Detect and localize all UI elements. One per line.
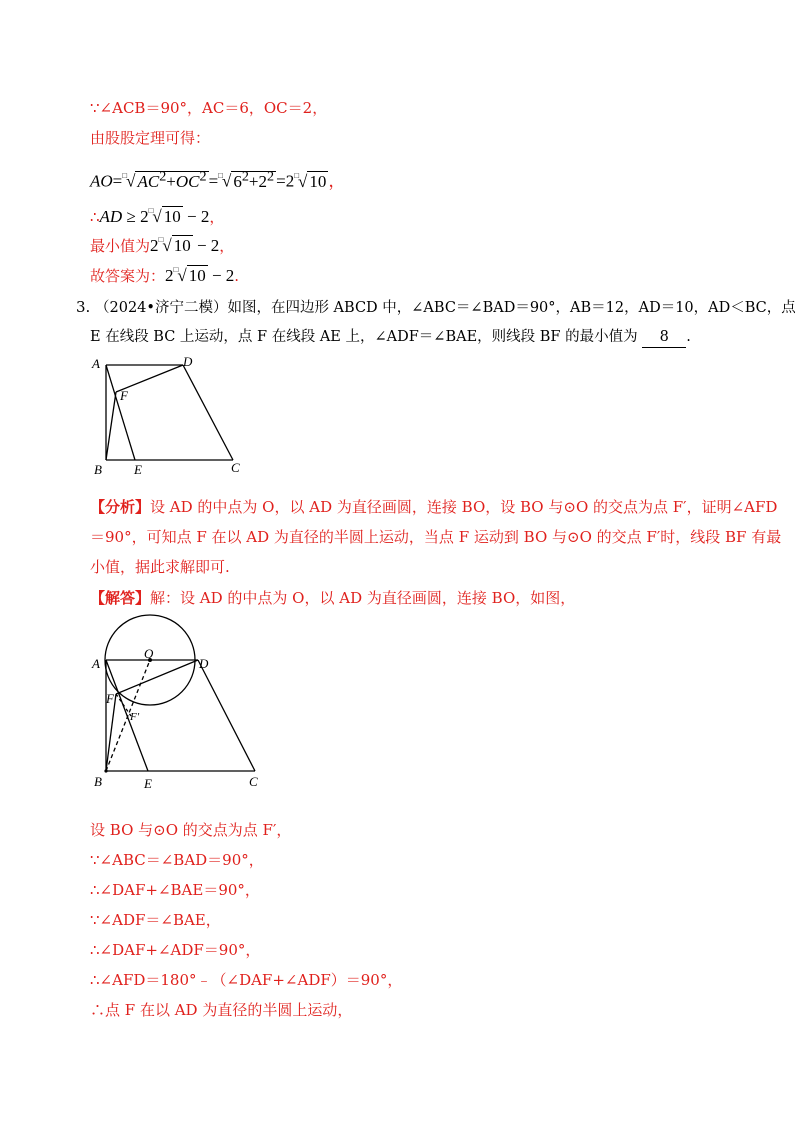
label-d: D <box>199 656 209 671</box>
label-c: C <box>249 774 258 789</box>
solution-step-4: ∵∠ADF＝∠BAE， <box>90 911 221 929</box>
label-d: D <box>183 354 193 369</box>
analysis-line-2: ＝90°，可知点 F 在以 AD 为直径的半圆上运动，当点 F 运动到 BO 与⊙O 的交点 F′时，线段 BF 有最 <box>90 528 782 546</box>
label-o: O <box>144 646 154 661</box>
solution-step-3: ∴∠DAF+∠BAE＝90°， <box>90 881 260 899</box>
question-number: 3. <box>76 298 91 316</box>
formula-ao: AO=□√ $AC^2+OC^2 =^□√$ $6^2+2^2 =2^□√$ 10 ， <box>90 166 345 195</box>
label-e: E <box>134 462 142 477</box>
label-b: B <box>94 462 102 477</box>
radical-3: □√ 10 <box>294 170 327 191</box>
step-pythagoras-intro: 由股股定理可得： <box>90 129 211 147</box>
question-3-line-2: E 在线段 BC 上运动，点 F 在线段 AE 上，∠ADF＝∠BAE，则线段 BF 的最小值为 8 . <box>90 327 691 348</box>
figure-quadrilateral <box>88 352 258 482</box>
step-answer: 故答案为：2□√ 10 − 2. <box>90 265 240 285</box>
label-c: C <box>231 460 240 475</box>
step-given: ∵∠ACB＝90°，AC＝6，OC＝2， <box>90 99 328 117</box>
label-e: E <box>144 776 152 791</box>
label-b: B <box>94 774 102 789</box>
label-f: F <box>106 691 114 706</box>
solution-step-2: ∵∠ABC＝∠BAD＝90°， <box>90 851 264 869</box>
figure-with-circle <box>88 608 273 798</box>
solution-step-1: 设 BO 与⊙O 的交点为点 F′， <box>90 821 292 839</box>
solution-line-1: 【解答】解：设 AD 的中点为 O，以 AD 为直径画圆，连接 BO，如图， <box>90 589 576 607</box>
analysis-line-1: 【分析】设 AD 的中点为 O，以 AD 为直径画圆，连接 BO，设 BO 与⊙O 的交点为点 F′，证明∠AFD <box>90 498 778 516</box>
answer-blank: 8 <box>642 327 686 348</box>
radical-1: □√ $AC^2+OC^2$ <box>122 168 207 191</box>
solution-step-5: ∴∠DAF+∠ADF＝90°， <box>90 941 261 959</box>
label-a: A <box>92 656 100 671</box>
solution-step-7: ∴点 F 在以 AD 为直径的半圆上运动， <box>90 1001 353 1019</box>
analysis-line-3: 小值，据此求解即可. <box>90 558 230 576</box>
label-f-prime: F′ <box>130 711 140 723</box>
radical-2: □√ $6^2+2^2$ <box>218 168 275 191</box>
step-minimum: 最小值为2□√ 10 − 2， <box>90 235 235 255</box>
label-a: A <box>92 356 100 371</box>
step-ad-inequality: ∴AD ≥ 2□√ 10 − 2， <box>90 206 225 226</box>
solution-step-6: ∴∠AFD＝180°﹣（∠DAF+∠ADF）＝90°， <box>90 971 403 989</box>
question-3-line-1: （2024•济宁二模）如图，在四边形 ABCD 中，∠ABC＝∠BAD＝90°，AB＝12，AD＝10，AD＜BC，点 <box>95 300 796 316</box>
label-f: F <box>120 388 128 403</box>
